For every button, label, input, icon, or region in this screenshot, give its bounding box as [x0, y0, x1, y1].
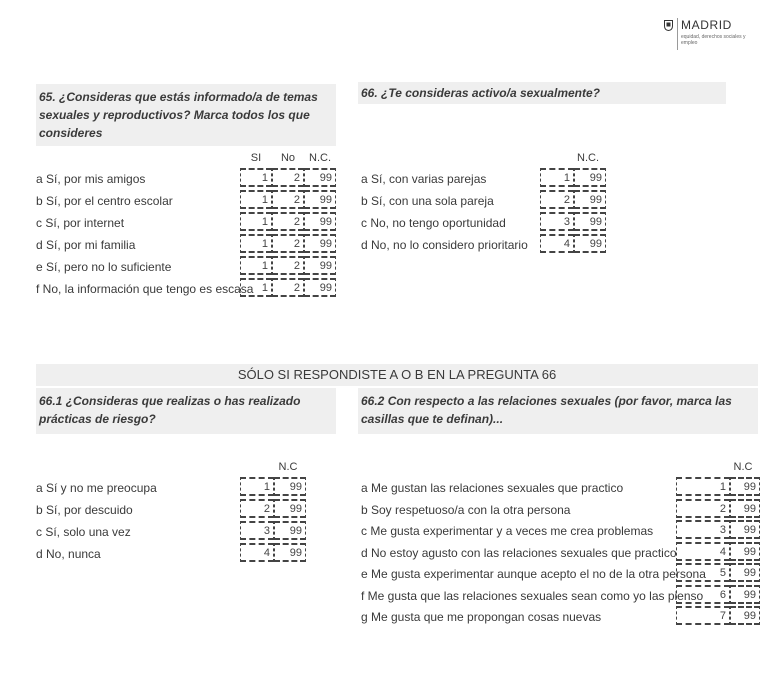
q662-nc-cell[interactable]: 99: [730, 477, 760, 496]
q65-answer-cell[interactable]: 2: [272, 278, 304, 297]
q661-option-label: b Sí, por descuido: [36, 503, 133, 517]
q662-nc-cell[interactable]: 99: [730, 542, 760, 561]
q65-answer-cell[interactable]: 1: [240, 256, 272, 275]
q65-answer-cell[interactable]: 99: [304, 278, 336, 297]
madrid-crest-icon: [664, 20, 673, 31]
q66-nc-cell[interactable]: 99: [574, 190, 606, 209]
q65-option-label: b Sí, por el centro escolar: [36, 194, 173, 208]
q65-header-si: SI: [250, 152, 262, 164]
q661-option-label: d No, nunca: [36, 547, 101, 561]
q662-code-cell[interactable]: 5: [676, 563, 730, 582]
q65-answer-cell[interactable]: 1: [240, 168, 272, 187]
q662-header-nc: N.C: [733, 461, 753, 473]
q661-code-cell[interactable]: 4: [240, 543, 274, 562]
q661-header-nc: N.C: [278, 461, 298, 473]
q65-answer-cell[interactable]: 2: [272, 256, 304, 275]
q65-option-label: e Sí, pero no lo suficiente: [36, 260, 172, 274]
q662-nc-cell[interactable]: 99: [730, 520, 760, 539]
q661-nc-cell[interactable]: 99: [274, 477, 306, 496]
q661-option-label: a Sí y no me preocupa: [36, 481, 157, 495]
q662-nc-cell[interactable]: 99: [730, 585, 760, 604]
q661-title: 66.1 ¿Consideras que realizas o has realizado prácticas de riesgo?: [36, 388, 336, 434]
q662-option-label: e Me gusta experimentar aunque acepto el no de la otra persona: [361, 567, 706, 581]
q65-answer-cell[interactable]: 99: [304, 190, 336, 209]
q65-answer-cell[interactable]: 99: [304, 212, 336, 231]
q661-nc-cell[interactable]: 99: [274, 499, 306, 518]
q65-answer-cell[interactable]: 1: [240, 212, 272, 231]
q65-header-no: No: [280, 152, 296, 164]
q66-code-cell[interactable]: 1: [540, 168, 574, 187]
q66-code-cell[interactable]: 4: [540, 234, 574, 253]
q65-header-nc: N.C.: [309, 152, 331, 164]
q662-nc-cell[interactable]: 99: [730, 499, 760, 518]
q662-code-cell[interactable]: 3: [676, 520, 730, 539]
q66-option-label: c No, no tengo oportunidad: [361, 216, 506, 230]
q662-code-cell[interactable]: 4: [676, 542, 730, 561]
q65-answer-cell[interactable]: 99: [304, 168, 336, 187]
q66-code-cell[interactable]: 2: [540, 190, 574, 209]
q662-option-label: f Me gusta que las relaciones sexuales sean como yo las pienso: [361, 588, 704, 603]
q65-option-label: f No, la información que tengo es escasa: [36, 282, 254, 296]
logo-name: MADRID: [681, 18, 732, 32]
q66-header-nc: N.C.: [577, 152, 599, 164]
q66-nc-cell[interactable]: 99: [574, 234, 606, 253]
q66-title: 66. ¿Te consideras activo/a sexualmente?: [358, 82, 726, 104]
q66-nc-cell[interactable]: 99: [574, 168, 606, 187]
q65-answer-cell[interactable]: 2: [272, 212, 304, 231]
q662-nc-cell[interactable]: 99: [730, 563, 760, 582]
q65-answer-cell[interactable]: 2: [272, 234, 304, 253]
q661-nc-cell[interactable]: 99: [274, 521, 306, 540]
q66-nc-cell[interactable]: 99: [574, 212, 606, 231]
q662-option-label: b Soy respetuoso/a con la otra persona: [361, 502, 571, 517]
q662-title: 66.2 Con respecto a las relaciones sexuales (por favor, marca las casillas que te definan)...: [358, 388, 758, 434]
q662-option-label: d No estoy agusto con las relaciones sexuales que practico: [361, 545, 677, 560]
q65-option-label: a Sí, por mis amigos: [36, 172, 146, 186]
q65-answer-cell[interactable]: 1: [240, 278, 272, 297]
q661-option-label: c Sí, solo una vez: [36, 525, 131, 539]
q662-code-cell[interactable]: 6: [676, 585, 730, 604]
q661-code-cell[interactable]: 2: [240, 499, 274, 518]
q661-code-cell[interactable]: 1: [240, 477, 274, 496]
q65-answer-cell[interactable]: 99: [304, 256, 336, 275]
section-condition-title: SÓLO SI RESPONDISTE A O B EN LA PREGUNTA 66: [36, 364, 758, 386]
q65-answer-cell[interactable]: 2: [272, 168, 304, 187]
q66-option-label: a Sí, con varias parejas: [361, 172, 487, 186]
q662-option-label: c Me gusta experimentar y a veces me crea problemas: [361, 524, 654, 538]
q662-option-label: g Me gusta que me propongan cosas nuevas: [361, 610, 602, 624]
q65-answer-cell[interactable]: 1: [240, 234, 272, 253]
q66-option-label: b Sí, con una sola pareja: [361, 194, 494, 208]
q65-answer-cell[interactable]: 1: [240, 190, 272, 209]
q66-option-label: d No, no lo considero prioritario: [361, 238, 528, 252]
q65-answer-cell[interactable]: 99: [304, 234, 336, 253]
q662-code-cell[interactable]: 1: [676, 477, 730, 496]
logo-separator: [677, 18, 678, 50]
q662-code-cell[interactable]: 2: [676, 499, 730, 518]
logo-subtitle: equidad, derechos sociales y empleo: [681, 34, 746, 46]
q66-code-cell[interactable]: 3: [540, 212, 574, 231]
q65-option-label: c Sí, por internet: [36, 216, 125, 230]
q65-option-label: d Sí, por mi familia: [36, 238, 136, 252]
q661-code-cell[interactable]: 3: [240, 521, 274, 540]
q65-title: 65. ¿Consideras que estás informado/a de temas sexuales y reproductivos? Marca todos los que consideres: [36, 84, 336, 146]
q65-answer-cell[interactable]: 2: [272, 190, 304, 209]
q662-nc-cell[interactable]: 99: [730, 606, 760, 625]
q661-nc-cell[interactable]: 99: [274, 543, 306, 562]
q662-option-label: a Me gustan las relaciones sexuales que practico: [361, 481, 624, 495]
q662-code-cell[interactable]: 7: [676, 606, 730, 625]
madrid-logo: [664, 18, 744, 54]
